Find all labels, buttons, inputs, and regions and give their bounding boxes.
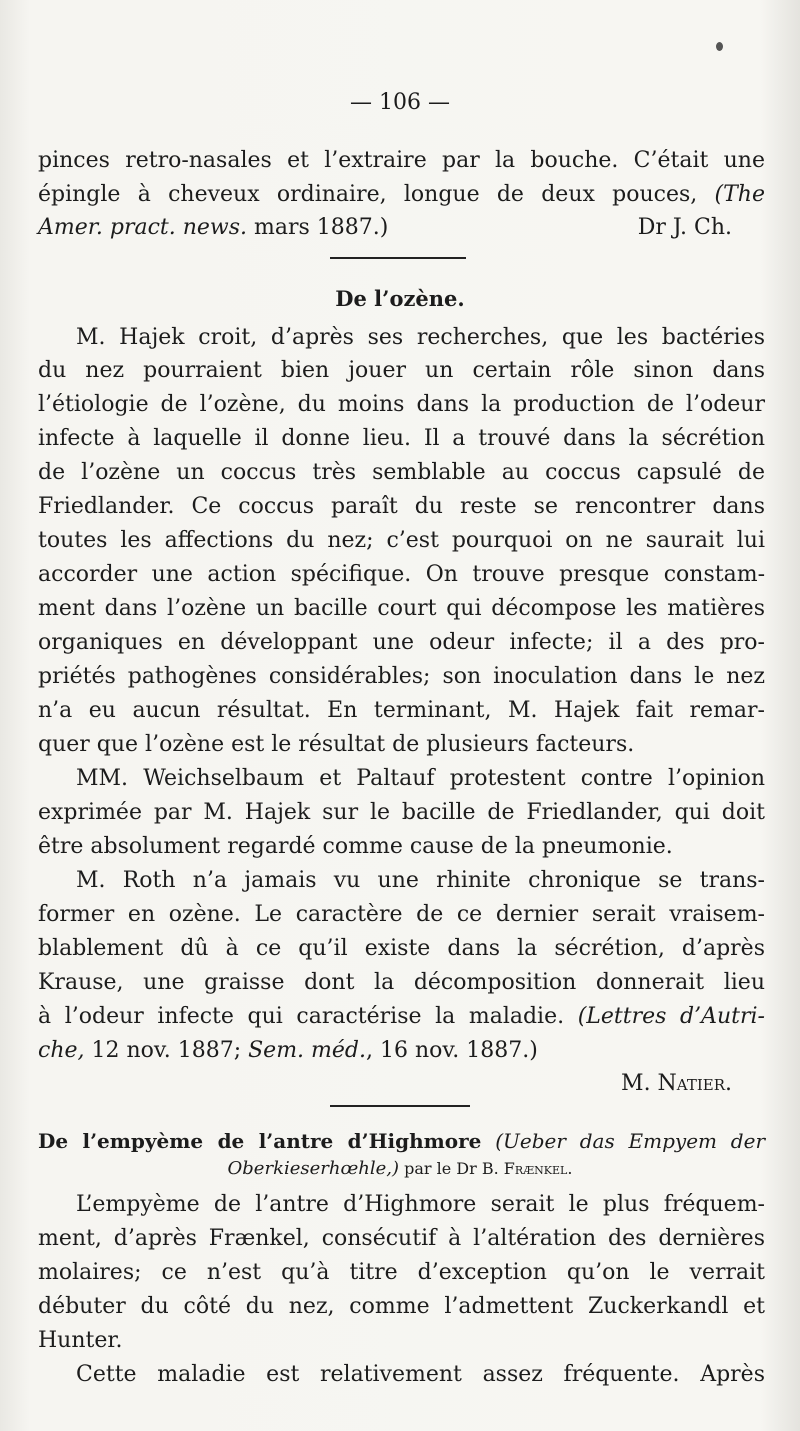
text-line: quer que l’ozène est le résultat de plusieurs facteurs.: [38, 732, 635, 757]
text-line: du nez pourraient bien jouer un certain rôle sinon dans: [38, 358, 765, 383]
citation: (Lettres d’Autri-: [577, 1004, 765, 1029]
text-line: Amer. pract. news. mars 1887.): [38, 215, 389, 240]
text-line: épingle à cheveux ordinaire, longue de deux pouces, (The: [38, 182, 765, 207]
page-number: — 106 —: [350, 90, 450, 115]
section-heading-sub: Oberkieserhœhle,) par le Dr B. Frænkel.: [227, 1158, 573, 1179]
text-line: accorder une action spécifique. On trouve presque constam-: [38, 562, 765, 587]
text-line: débuter du côté du nez, comme l’admettent Zuckerkandl et: [38, 1294, 765, 1319]
text-line: MM. Weichselbaum et Paltauf protestent contre l’opinion: [76, 766, 765, 791]
text-line: de l’ozène un coccus très semblable au coccus capsulé de: [38, 460, 765, 485]
text-line: infecte à laquelle il donne lieu. Il a trouvé dans la sécrétion: [38, 426, 765, 451]
text-line: exprimée par M. Hajek sur le bacille de Friedlander, qui doit: [38, 800, 765, 825]
text-line: blablement dû à ce qu’il existe dans la sécrétion, d’après: [38, 936, 765, 961]
text-line: che, 12 nov. 1887; Sem. méd., 16 nov. 1887.): [38, 1038, 538, 1063]
signature: Dr J. Ch.: [637, 215, 732, 240]
text-line: Cette maladie est relativement assez fréquente. Après: [76, 1362, 765, 1387]
text-line: M. Hajek croit, d’après ses recherches, que les bactéries: [76, 325, 765, 350]
text-line: toutes les affections du nez; c’est pourquoi on ne saurait lui: [38, 528, 765, 553]
text-line: priétés pathogènes considérables; son inoculation dans le nez: [38, 664, 765, 689]
section-divider: [330, 1105, 470, 1107]
text-line: M. Roth n’a jamais vu une rhinite chronique se trans-: [76, 868, 765, 893]
text-line: former en ozène. Le caractère de ce dernier serait vraisem-: [38, 902, 765, 927]
text-line: ment dans l’ozène un bacille court qui décompose les matières: [38, 596, 765, 621]
text-line: à l’odeur infecte qui caractérise la maladie. (Lettres d’Autri-: [38, 1004, 765, 1029]
signature: M. Natier.: [621, 1071, 732, 1096]
text-line: Hunter.: [38, 1328, 123, 1353]
ink-spot: [716, 42, 723, 51]
citation: (The: [714, 182, 765, 207]
section-heading: De l’empyème de l’antre d’Highmore (Ueber das Empyem der: [38, 1129, 765, 1153]
text-line: Krause, une graisse dont la décomposition donnerait lieu: [38, 970, 765, 995]
text-line: l’étiologie de l’ozène, du moins dans la production de l’odeur: [38, 392, 765, 417]
text-line: Friedlander. Ce coccus paraît du reste se rencontrer dans: [38, 494, 765, 519]
text-line: organiques en développant une odeur infecte; il a des pro-: [38, 630, 765, 655]
section-divider: [330, 257, 466, 259]
section-heading: De l’ozène.: [335, 286, 465, 311]
citation: Amer. pract. news.: [38, 215, 248, 240]
text-line: ment, d’après Frænkel, consécutif à l’altération des dernières: [38, 1226, 765, 1251]
text-line: L’empyème de l’antre d’Highmore serait le plus fréquem-: [76, 1192, 765, 1217]
text-line: pinces retro-nasales et l’extraire par la bouche. C’était une: [38, 148, 765, 173]
text-line: molaires; ce n’est qu’à titre d’exception qu’on le verrait: [38, 1260, 765, 1285]
text-line: être absolument regardé comme cause de la pneumonie.: [38, 834, 673, 859]
text-line: n’a eu aucun résultat. En terminant, M. Hajek fait remar-: [38, 698, 765, 723]
